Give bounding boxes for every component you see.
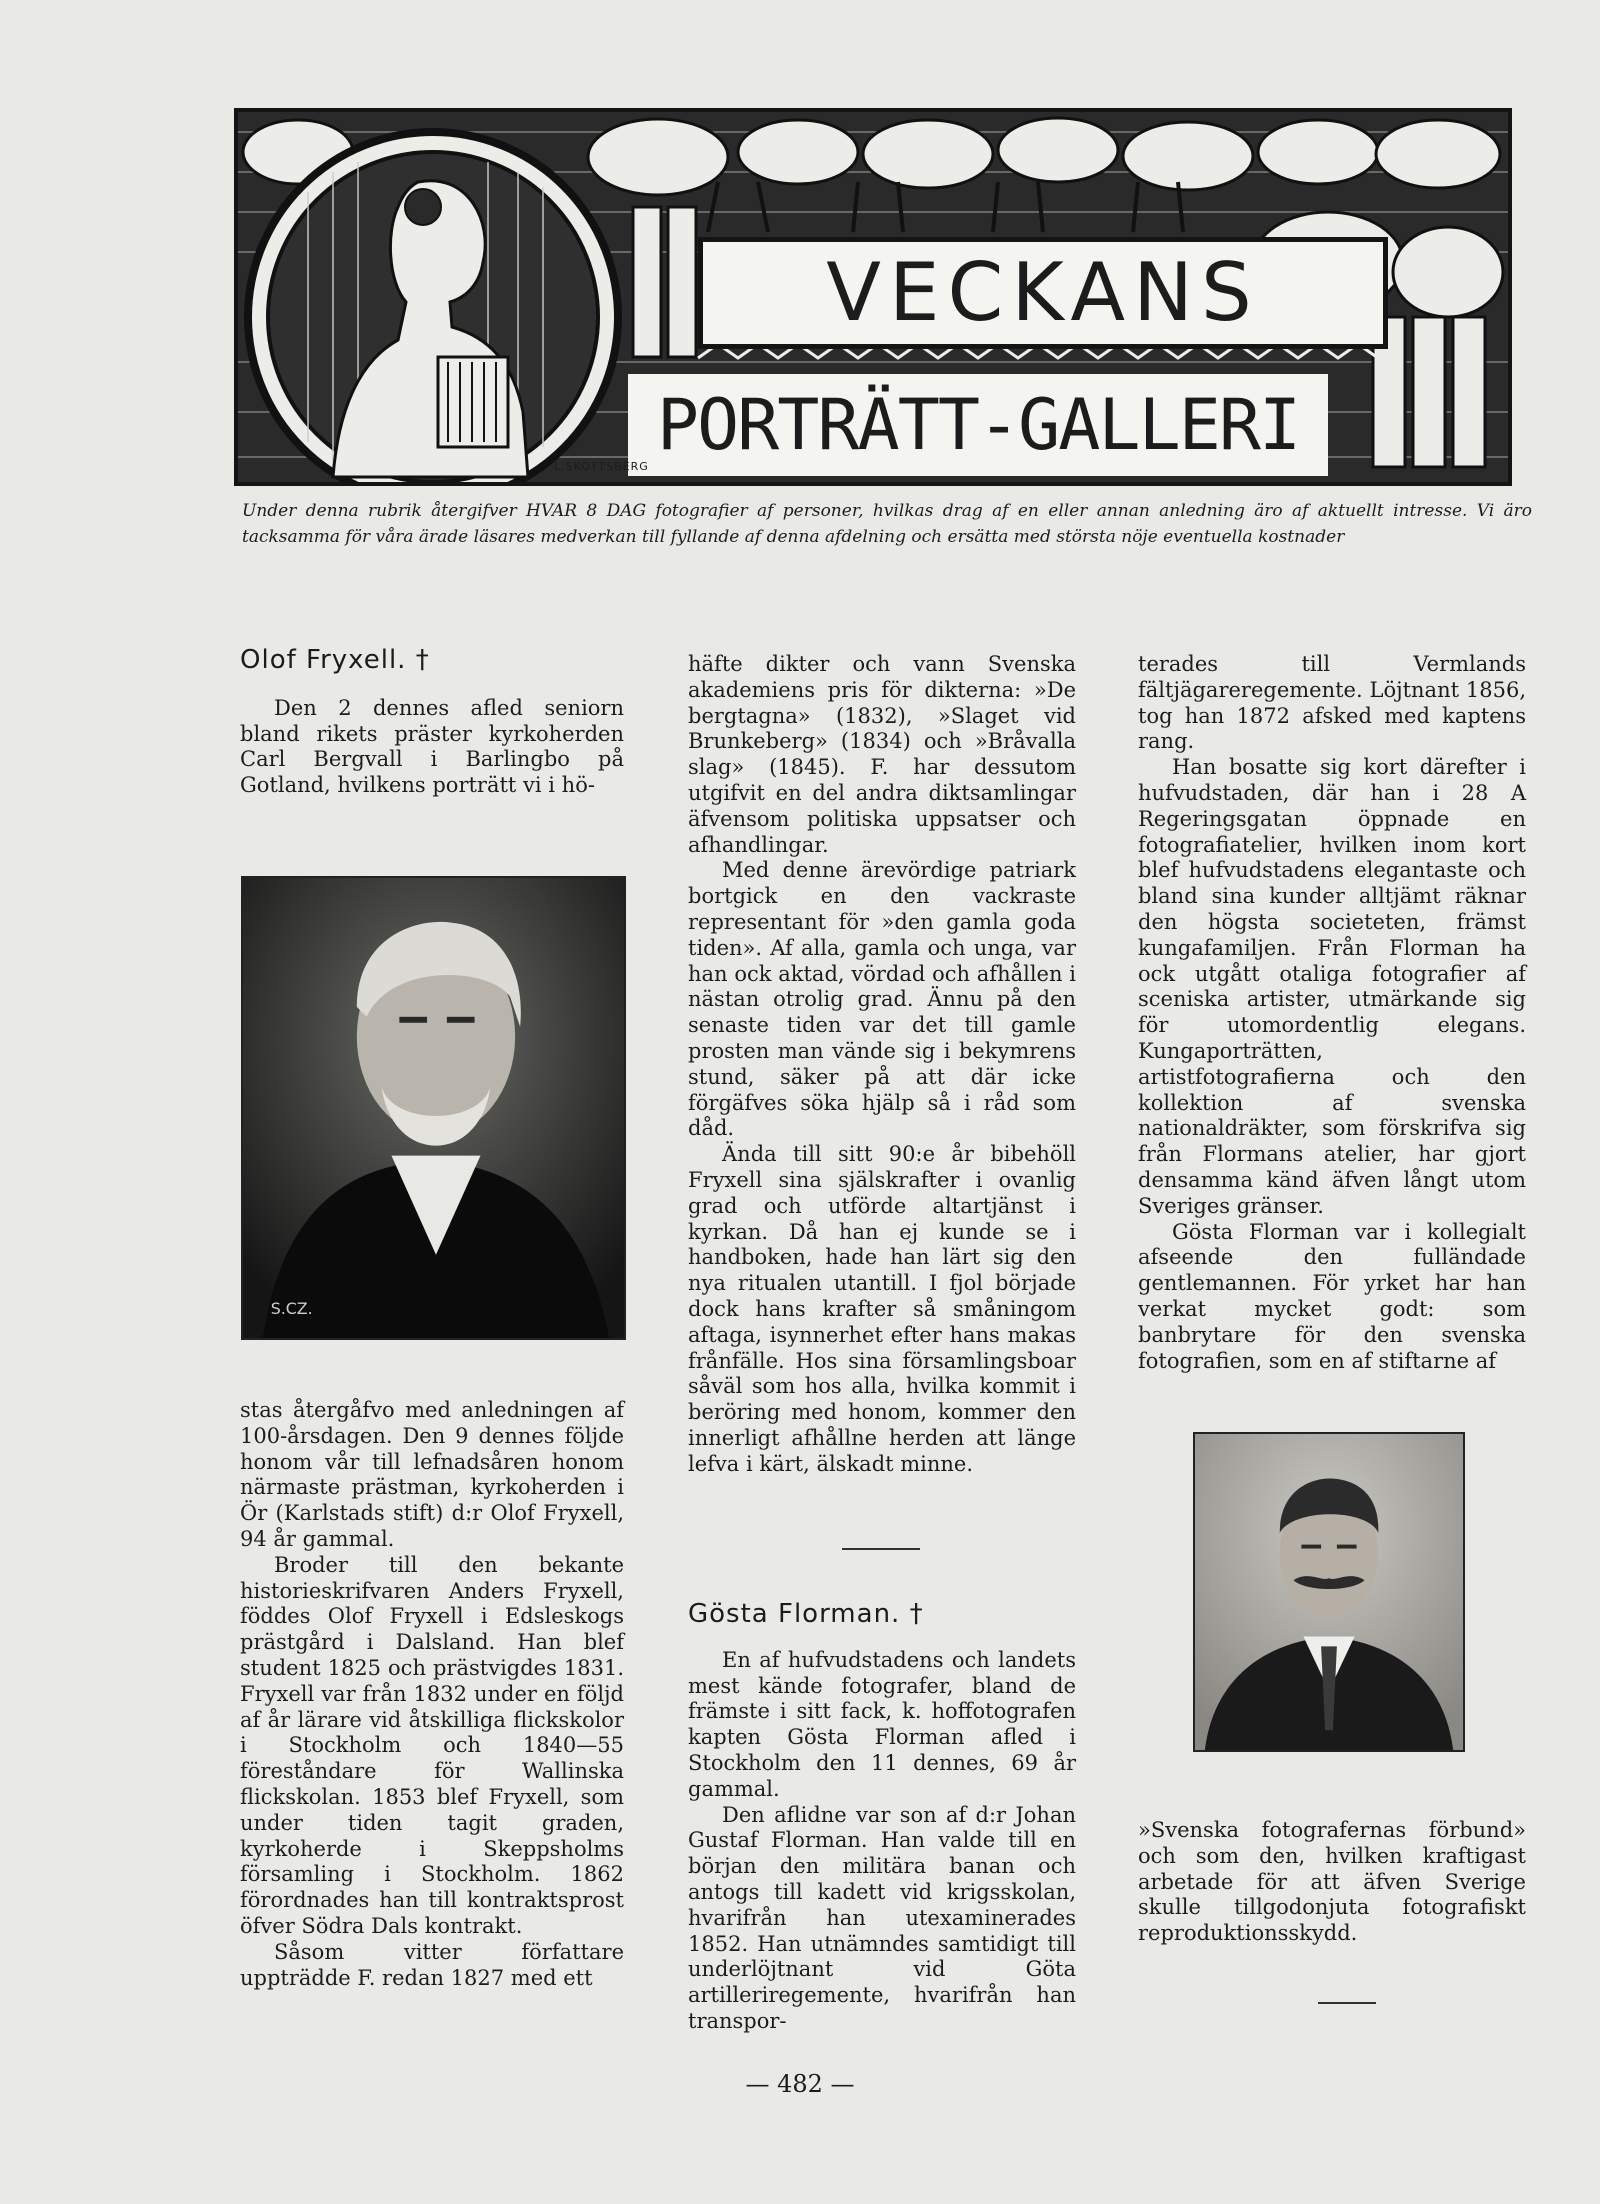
article2-p4: Gösta Florman var i kollegialt afseende den fulländade gentlemannen. För yrket har han verkat mycket godt: som banbrytare för den svenska fotografien, som en af stiftarne af xyxy=(1138,1219,1526,1373)
article2-heading: Gösta Florman. † xyxy=(688,1599,924,1629)
portrait-florman-image xyxy=(1195,1434,1463,1750)
article1-p3: Såsom vitter författare uppträdde F. redan 1827 med ett xyxy=(240,1939,624,1990)
article2-p1: En af hufvudstadens och landets mest kände fotografer, bland de främste i sitt fack, k. hoffotografen kapten Gösta Florman afled i Stockholm den 11 dennes, 69 år gammal. xyxy=(688,1647,1076,1801)
article1-heading: Olof Fryxell. † xyxy=(240,645,430,675)
portrait-photo-florman xyxy=(1193,1432,1465,1752)
article2-p5: »Svenska fotografernas förbund» och som den, hvilken kraftigast arbetade för att äfven Sverige skulle tillgodonjuta fotografiskt reproduktionsskydd. xyxy=(1138,1818,1526,1946)
article2-col3-top xyxy=(1138,652,1526,1374)
portrait-photo-fryxell xyxy=(241,876,626,1340)
article1-col1-bottom xyxy=(240,1398,624,1991)
article1-after-photo: stas återgåfvo med anledningen af 100-årsdagen. Den 9 dennes följde honom vår till lefnadsåren honom närmaste prästman, kyrkoherden i Ör (Karlstads stift) d:r Olof Fryxell, 94 år gammal. xyxy=(240,1398,624,1551)
banner-subtitle-box xyxy=(628,374,1328,476)
article1-p5: Ända till sitt 90:e år bibehöll Fryxell sina själskrafter i ovanlig grad och utförde altartjänst i kyrkan. Då han ej kunde se i handboken, hade han lärt sig den nya ritualen utantill. I fjol började dock hans krafter så småningom aftaga, isynnerhet efter hans makas frånfälle. Hos sina församlingsboar såväl som hos alla, hvilka kommit i beröring med honom, kommer den innerligt afhållne herden att länge lefva i kärt, älskadt minne. xyxy=(688,1142,1076,1476)
article2-p2: Den aflidne var son af d:r Johan Gustaf Florman. Han valde till en början den militära banan och antogs till kadett vid krigsskolan, hvarifrån han utexaminerades 1852. Han utnämndes samtidigt till underlöjtnant vid Göta artilleriregemente, hvarifrån han transpor- xyxy=(688,1802,1076,2033)
article2-col2 xyxy=(688,1599,1076,2035)
article1-p2: Broder till den bekante historieskrifvaren Anders Fryxell, föddes Olof Fryxell i Edsleskogs prästgård i Dalsland. Han blef student 1825 och prästvigdes 1831. Fryxell var från 1832 under en följd af år lärare vid åtskilliga flickskolor i Stockholm och 1840—55 föreståndare för Wallinska flickskolan. 1853 blef Fryxell, som under tiden tagit graden, kyrkoherde i Skeppsholms församling i Stockholm. 1862 förordnades han till kontraktsprost öfver Södra Dals kontrakt. xyxy=(240,1552,624,1938)
article2-p3: Han bosatte sig kort därefter i hufvudstaden, där han i 28 A Regeringsgatan öppnade en fotografiatelier, hvilken inom kort blef hufvudstadens elegantaste och bland sina kunder alltjämt räknar den högsta societeten, främst kungafamiljen. Från Florman ha ock utgått otaliga fotografier af sceniska artister, utmärkande sig för utomordentlig elegans. Kungaporträtten, artistfotografierna och den kollektion af svenska nationaldräkter, som förskrifva sig från Flormans atelier, har gjort densamma känd äfven långt utom Sveriges gränser. xyxy=(1138,755,1526,1218)
end-divider xyxy=(1318,2002,1376,2004)
article2-col3-bottom xyxy=(1138,1818,1526,1947)
page-number: — 482 — xyxy=(745,2070,855,2098)
portrait-fryxell-image xyxy=(243,878,624,1338)
article1-col2-cont: häfte dikter och vann Svenska akademiens pris för dikterna: »De bergtagna» (1832), »Slaget vid Brunkeberg» (1834) och »Bråvalla slag» (1845). F. har dessutom utgifvit en del andra diktsamlingar äfvensom politiska uppsatser och afhandlingar. xyxy=(688,652,1076,857)
article1-col1-top xyxy=(240,645,624,799)
article1-p4: Med denne ärevördige patriark bortgick en den vackraste representant för »den gamla goda tiden». Af alla, gamla och unga, var han ock aktad, vördad och afhållen i nästan otrolig grad. Ännu på den senaste tiden var det till gamle prosten man vände sig i bekymrens stund, säker på att där icke förgäfves söka hjälp så i råd som dåd. xyxy=(688,858,1076,1141)
artist-signature: L.SKOTTSBERG xyxy=(554,460,649,473)
banner-subtitle: PORTRÄTT-GALLERI xyxy=(656,384,1300,466)
header-banner xyxy=(234,108,1512,486)
article1-col2 xyxy=(688,652,1076,1478)
article1-lead: Den 2 dennes afled seniorn bland rikets präster kyrkoherden Carl Bergvall i Barlingbo på Gotland, hvilkens porträtt vi i hö- xyxy=(240,695,624,798)
intro-text: Under denna rubrik återgifver HVAR 8 DAG fotografier af personer, hvilkas drag af en eller annan anledning äro af aktuellt intresse. Vi äro tacksamma för våra ärade läsares medverkan till fyllande af denna afdelning och ersätta med största nöje eventuella kostnader xyxy=(242,501,1532,547)
photo-mark: S.CZ. xyxy=(270,1299,313,1319)
banner-title-box xyxy=(698,237,1388,349)
banner-title: VECKANS xyxy=(826,246,1260,339)
article2-col3-cont: terades till Vermlands fältjägareregemente. Löjtnant 1856, tog han 1872 afsked med kaptens rang. xyxy=(1138,652,1526,754)
section-divider xyxy=(842,1548,920,1550)
